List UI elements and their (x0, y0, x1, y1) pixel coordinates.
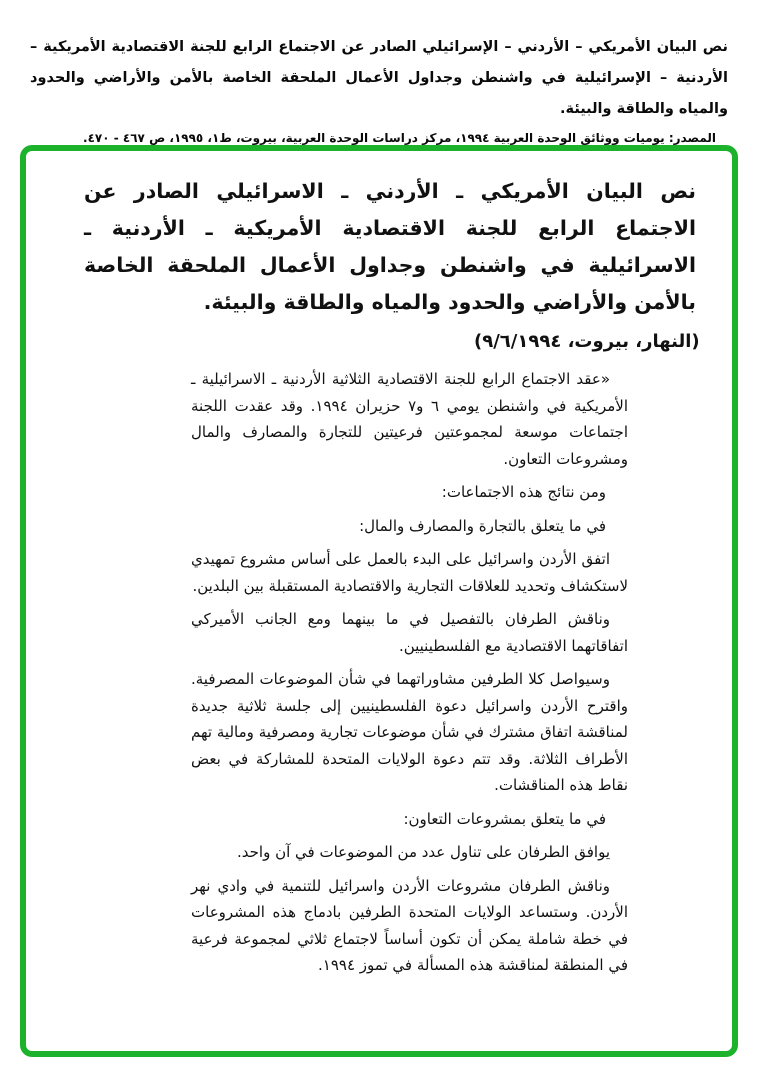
caption-header (30, 32, 728, 151)
paragraph-cooperation-heading: في ما يتعلق بمشروعات التعاون: (403, 809, 606, 828)
paragraph-trade-agreement: اتفق الأردن واسرائيل على البدء بالعمل على أساس مشروع تمهيدي لاستكشاف وتحديد للعلاقات التجارية والاقتصادية المستقبلة بين البلدين. (191, 550, 628, 595)
document-title: نص البيان الأمريكي ـ الأردني ـ الاسرائيلي الصادر عن الاجتماع الرابع للجنة الاقتصادية الأمريكية ـ الأردنية ـ الاسرائيلية في واشنطن وجداول الأعمال الملحقة الخاصة بالأمن والأراضي والحدود والمياه والطاقة والبيئة. (84, 179, 696, 314)
paragraph-trade-heading: في ما يتعلق بالتجارة والمصارف والمال: (359, 516, 606, 535)
paragraph-results-lead: ومن نتائج هذه الاجتماعات: (441, 483, 606, 501)
document-scan (26, 151, 732, 1051)
caption-source: المصدر: يوميات ووثائق الوحدة العربية ١٩٩٤، مركز دراسات الوحدة العربية، بيروت، ط١، ١٩٩٥، ص ٤٦٧ - ٤٧٠. (83, 131, 716, 145)
document-frame (20, 145, 738, 1057)
document-body (191, 366, 628, 979)
paragraph-jordan-valley: وناقش الطرفان مشروعات الأردن واسرائيل للتنمية في وادي نهر الأردن. وستساعد الولايات المتحدة الطرفين بادماج هذه المشروعات في خطة شاملة يمكن أن تكون أساساً لاجتماع ثلاثي لمجموعة فرعية في المنطقة لمناقشة هذه المسألة في تموز ١٩٩٤. (191, 876, 628, 974)
paragraph-discussions: وناقش الطرفان بالتفصيل في ما بينهما ومع الجانب الأميركي اتفاقاتهما الاقتصادية مع الفلسطينيين. (191, 610, 628, 655)
paragraph-topics: يوافق الطرفان على تناول عدد من الموضوعات في آن واحد. (236, 843, 610, 861)
caption-title: نص البيان الأمريكي – الأردني – الإسرائيلي الصادر عن الاجتماع الرابع للجنة الاقتصادية الأمريكية – الأردنية – الإسرائيلية في واشنطن وجداول الأعمال الملحقة الخاصة بالأمن والأراضي والحدود والمياه والطاقة والبيئة. (30, 39, 728, 117)
document-dateline: (النهار، بيروت، ٩/٦/١٩٩٤) (474, 331, 700, 352)
paragraph-intro: «عقد الاجتماع الرابع للجنة الاقتصادية الثلاثية الأردنية ـ الاسرائيلية ـ الأمريكية في واشنطن يومي ٦ و٧ حزيران ١٩٩٤. وقد عقدت اللجنة اجتماعات موسعة لمجموعتين فرعيتين للتجارة والمصارف والمال ومشروعات التعاون. (191, 370, 629, 468)
paragraph-banking: وسيواصل كلا الطرفين مشاوراتهما في شأن الموضوعات المصرفية. واقترح الأردن واسرائيل دعوة الفلسطينيين إلى جلسة ثلاثية جديدة لمناقشة اتفاق مشترك في شأن موضوعات تجارية ومصرفية ومالية تهم الأطراف الثلاثة. وقد تتم دعوة الولايات المتحدة للمشاركة في بعض نقاط هذه المناقشات. (191, 670, 628, 794)
